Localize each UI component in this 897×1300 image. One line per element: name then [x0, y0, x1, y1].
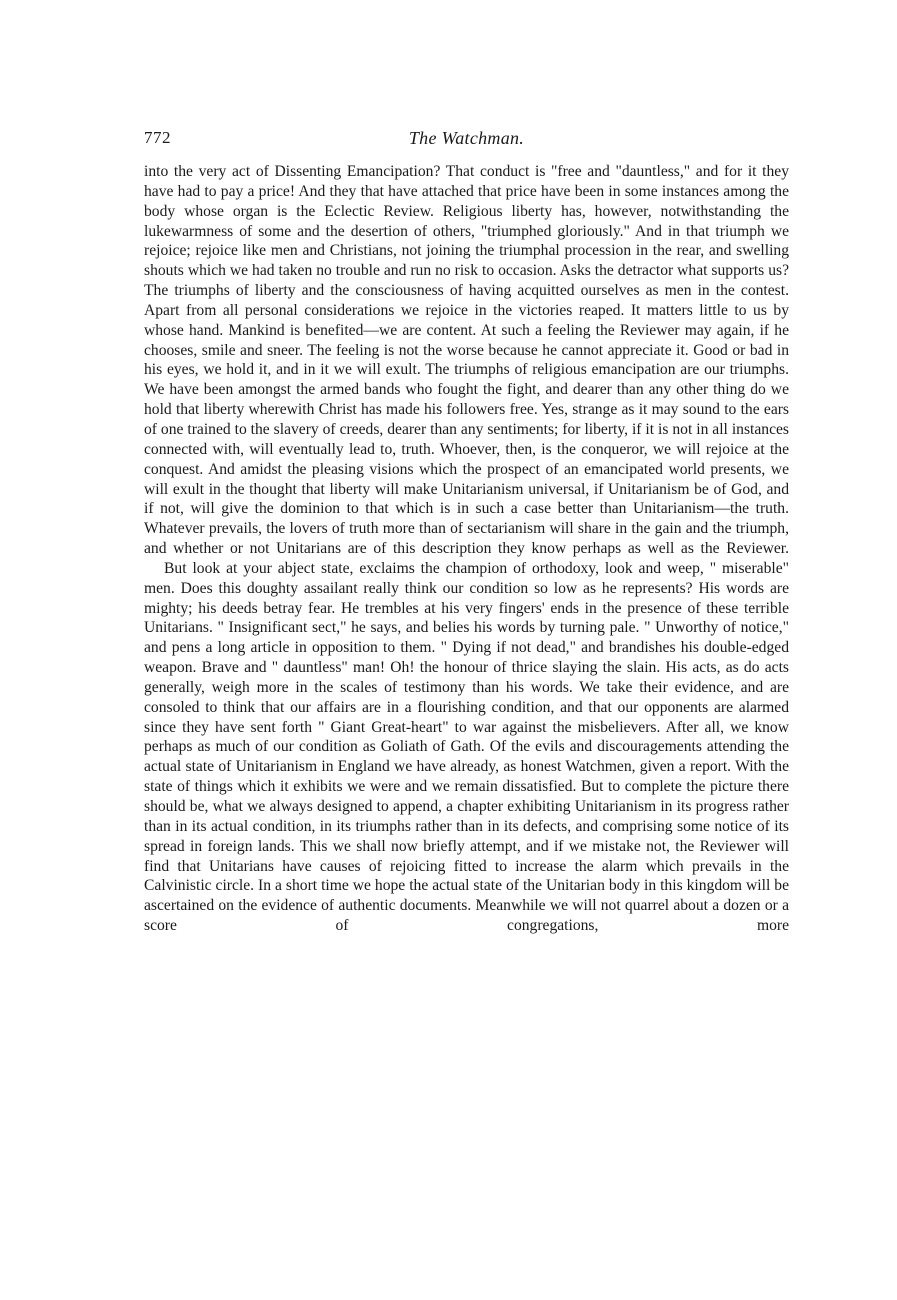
- paragraph-2: But look at your abject state, exclaims the champion of orthodoxy, look and weep, " miserable" men. Does this doughty assailant really think our condition so low as he represents? His words are mighty; his deeds betray fear. He trembles at his very fingers' ends in the presence of these terrible Unitarians. " Insignificant sect," he says, and belies his words by turning pale. " Unworthy of notice," and pens a long article in opposition to them. " Dying if not dead," and brandishes his double-edged weapon. Brave and " dauntless" man! Oh! the honour of thrice slaying the slain. His acts, as do acts generally, weigh more in the scales of testimony than his words. We take their evidence, and are consoled to think that our affairs are in a flourishing condition, and that our opponents are alarmed since they have sent forth " Giant Great-heart" to war against the misbelievers. After all, we know perhaps as much of our condition as Goliath of Gath. Of the evils and discouragements attending the actual state of Unitarianism in England we have already, as honest Watchmen, given a report. With the state of things which it exhibits we were and we remain dissatisfied. But to complete the picture there should be, what we always designed to append, a chapter exhibiting Unitarianism in its progress rather than in its actual condition, in its triumphs rather than in its defects, and comprising some notice of its spread in foreign lands. This we shall now briefly attempt, and if we mistake not, the Reviewer will find that Unitarians have causes of rejoicing fitted to increase the alarm which prevails in the Calvinistic circle. In a short time we hope the actual state of the Unitarian body in this kingdom will be ascertained on the evidence of authentic documents. Meanwhile we will not quarrel about a dozen or a score of congregations, more: [144, 559, 789, 935]
- article-body: [144, 162, 789, 936]
- paragraph-1: into the very act of Dissenting Emancipation? That conduct is "free and "dauntless," and for it they have had to pay a price! And they that have attached that price have been in some instances among the body whose organ is the Eclectic Review. Religious liberty has, however, notwithstanding the lukewarmness of some and the desertion of others, "triumphed gloriously." And in that triumph we rejoice; rejoice like men and Christians, not joining the triumphal procession in the rear, and swelling shouts which we had taken no trouble and run no risk to occasion. Asks the detractor what supports us? The triumphs of liberty and the consciousness of having acquitted ourselves as men in the contest. Apart from all personal considerations we rejoice in the victories reaped. It matters little to us by whose hand. Mankind is benefited—we are content. At such a feeling the Reviewer may again, if he chooses, smile and sneer. The feeling is not the worse because he cannot appreciate it. Good or bad in his eyes, we hold it, and in it we will exult. The triumphs of religious emancipation are our triumphs. We have been amongst the armed bands who fought the fight, and dearer than any other thing do we hold that liberty wherewith Christ has made his followers free. Yes, strange as it may sound to the ears of one trained to the slavery of creeds, dearer than any sentiments; for liberty, if it is not in all instances connected with, will eventually lead to, truth. Whoever, then, is the conqueror, we will rejoice at the conquest. And amidst the pleasing visions which the prospect of an emancipated world presents, we will exult in the thought that liberty will make Unitarianism universal, if Unitarianism be of God, and if not, will give the dominion to that which is in such a case better than Unitarianism—the truth. Whatever prevails, the lovers of truth more than of sectarianism will share in the gain and the triumph, and whether or not Unitarians are of this description they know perhaps as well as the Reviewer.: [144, 163, 789, 558]
- document-page: [144, 128, 789, 1253]
- page-header: [144, 128, 789, 154]
- page-number: 772: [144, 128, 171, 147]
- running-head: The Watchman.: [408, 128, 525, 148]
